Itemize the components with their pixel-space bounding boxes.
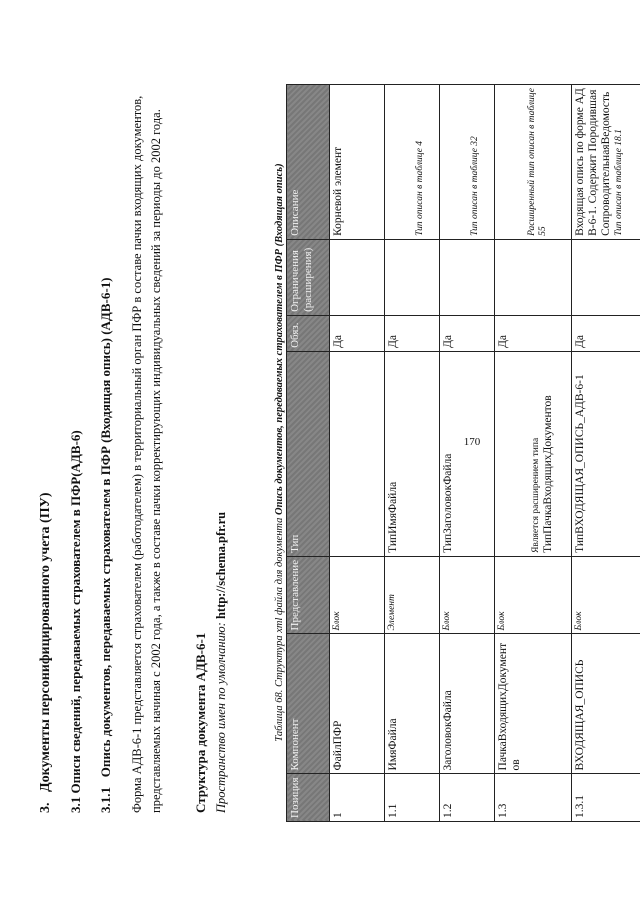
heading-section-3-1-1: 3.1.1 Опись документов, передаваемых страхователем в ПФР (Входящая опись) (АДВ-6-1) xyxy=(98,277,113,813)
header-required: Обяз. xyxy=(287,315,330,351)
cell-restrictions xyxy=(330,239,385,315)
namespace-label: Пространство имен по умолчанию: xyxy=(214,622,228,813)
header-description: Описание xyxy=(287,84,330,239)
table-row xyxy=(572,84,640,821)
cell-position: 1 xyxy=(330,774,385,822)
cell-representation: Блок xyxy=(572,556,640,634)
cell-restrictions xyxy=(440,239,495,315)
heading-section-3: 3. Документы персонифицированного учета (ПУ) xyxy=(38,492,53,813)
cell-component: ВХОДЯЩАЯ_ОПИСЬ xyxy=(572,634,640,774)
cell-required: Да xyxy=(440,315,495,351)
namespace-line xyxy=(214,512,229,813)
paragraph-line-1: Форма АДВ-6-1 представляется страхователем (работодателем) в территориальный орган ПФР в составе пачки входящих документов, xyxy=(130,95,144,813)
cell-description: Корневой элемент xyxy=(330,84,385,239)
table-row xyxy=(440,84,495,821)
cell-description xyxy=(440,84,495,239)
type-value: ТипПачкаВходящихДокументов xyxy=(541,395,554,553)
description-text: Входящая опись по форме АДВ-6-1. Содержит ПородившаяСопроводительнаяВедомость xyxy=(574,88,613,236)
cell-representation: Блок xyxy=(330,556,385,634)
paragraph-line-2: представляемых начиная с 2002 года, а также в составе пачки корректирующих индивидуальных сведений за периоды до 2002 года. xyxy=(149,109,163,813)
header-type: Тип xyxy=(287,351,330,556)
cell-type: ТипЗаголовокФайла xyxy=(440,351,495,556)
cell-required: Да xyxy=(495,315,572,351)
namespace-value: http://schema.pfr.ru xyxy=(214,511,228,620)
cell-required: Да xyxy=(385,315,440,351)
cell-position: 1.3 xyxy=(495,774,572,822)
page-number: 170 xyxy=(463,435,481,448)
description-note: Тип описан в таблице 4 xyxy=(415,140,425,236)
cell-position: 1.3.1 xyxy=(572,774,640,822)
cell-component: ПачкаВходящихДокументов xyxy=(495,634,572,774)
cell-position: 1.2 xyxy=(440,774,495,822)
cell-required: Да xyxy=(330,315,385,351)
cell-component: ЗаголовокФайла xyxy=(440,634,495,774)
cell-description xyxy=(572,84,640,239)
table-caption-bold: Опись документов, передаваемых страхователем в ПФР (Входящая опись) xyxy=(274,163,285,515)
table-caption-prefix: Таблица 68. Структура xml файла для документа xyxy=(274,515,285,742)
table-caption xyxy=(274,0,285,905)
cell-component: ФайлПФР xyxy=(330,634,385,774)
cell-type: ТипИмяФайла xyxy=(385,351,440,556)
description-note: Тип описан в таблице 32 xyxy=(470,136,480,236)
cell-representation: Элемент xyxy=(385,556,440,634)
header-component: Компонент xyxy=(287,634,330,774)
cell-representation: Блок xyxy=(440,556,495,634)
cell-position: 1.1 xyxy=(385,774,440,822)
cell-type xyxy=(495,351,572,556)
cell-restrictions xyxy=(572,239,640,315)
header-restrictions: Ограничения (расширения) xyxy=(287,239,330,315)
table-header-row xyxy=(287,84,330,821)
table-row xyxy=(385,84,440,821)
header-representation: Представление xyxy=(287,556,330,634)
heading-section-3-1: 3.1 Описи сведений, передаваемых страхователем в ПФР(АДВ-6) xyxy=(68,430,83,813)
cell-restrictions xyxy=(385,239,440,315)
cell-required: Да xyxy=(572,315,640,351)
cell-restrictions xyxy=(495,239,572,315)
cell-representation: Блок xyxy=(495,556,572,634)
cell-description xyxy=(385,84,440,239)
description-note: Расширенный тип описан в таблице 55 xyxy=(527,87,548,236)
table-row xyxy=(330,84,385,821)
header-position: Позиция xyxy=(287,774,330,822)
cell-component: ИмяФайла xyxy=(385,634,440,774)
cell-type xyxy=(330,351,385,556)
cell-description xyxy=(495,84,572,239)
structure-title: Структура документа АДВ-6-1 xyxy=(193,632,208,813)
description-note: Тип описан в таблице 18.1 xyxy=(613,129,624,236)
type-note: Является расширением типа xyxy=(531,437,541,553)
table-row xyxy=(495,84,572,821)
structure-table xyxy=(286,84,640,822)
cell-type: ТипВХОДЯЩАЯ_ОПИСЬ_АДВ-6-1 xyxy=(572,351,640,556)
